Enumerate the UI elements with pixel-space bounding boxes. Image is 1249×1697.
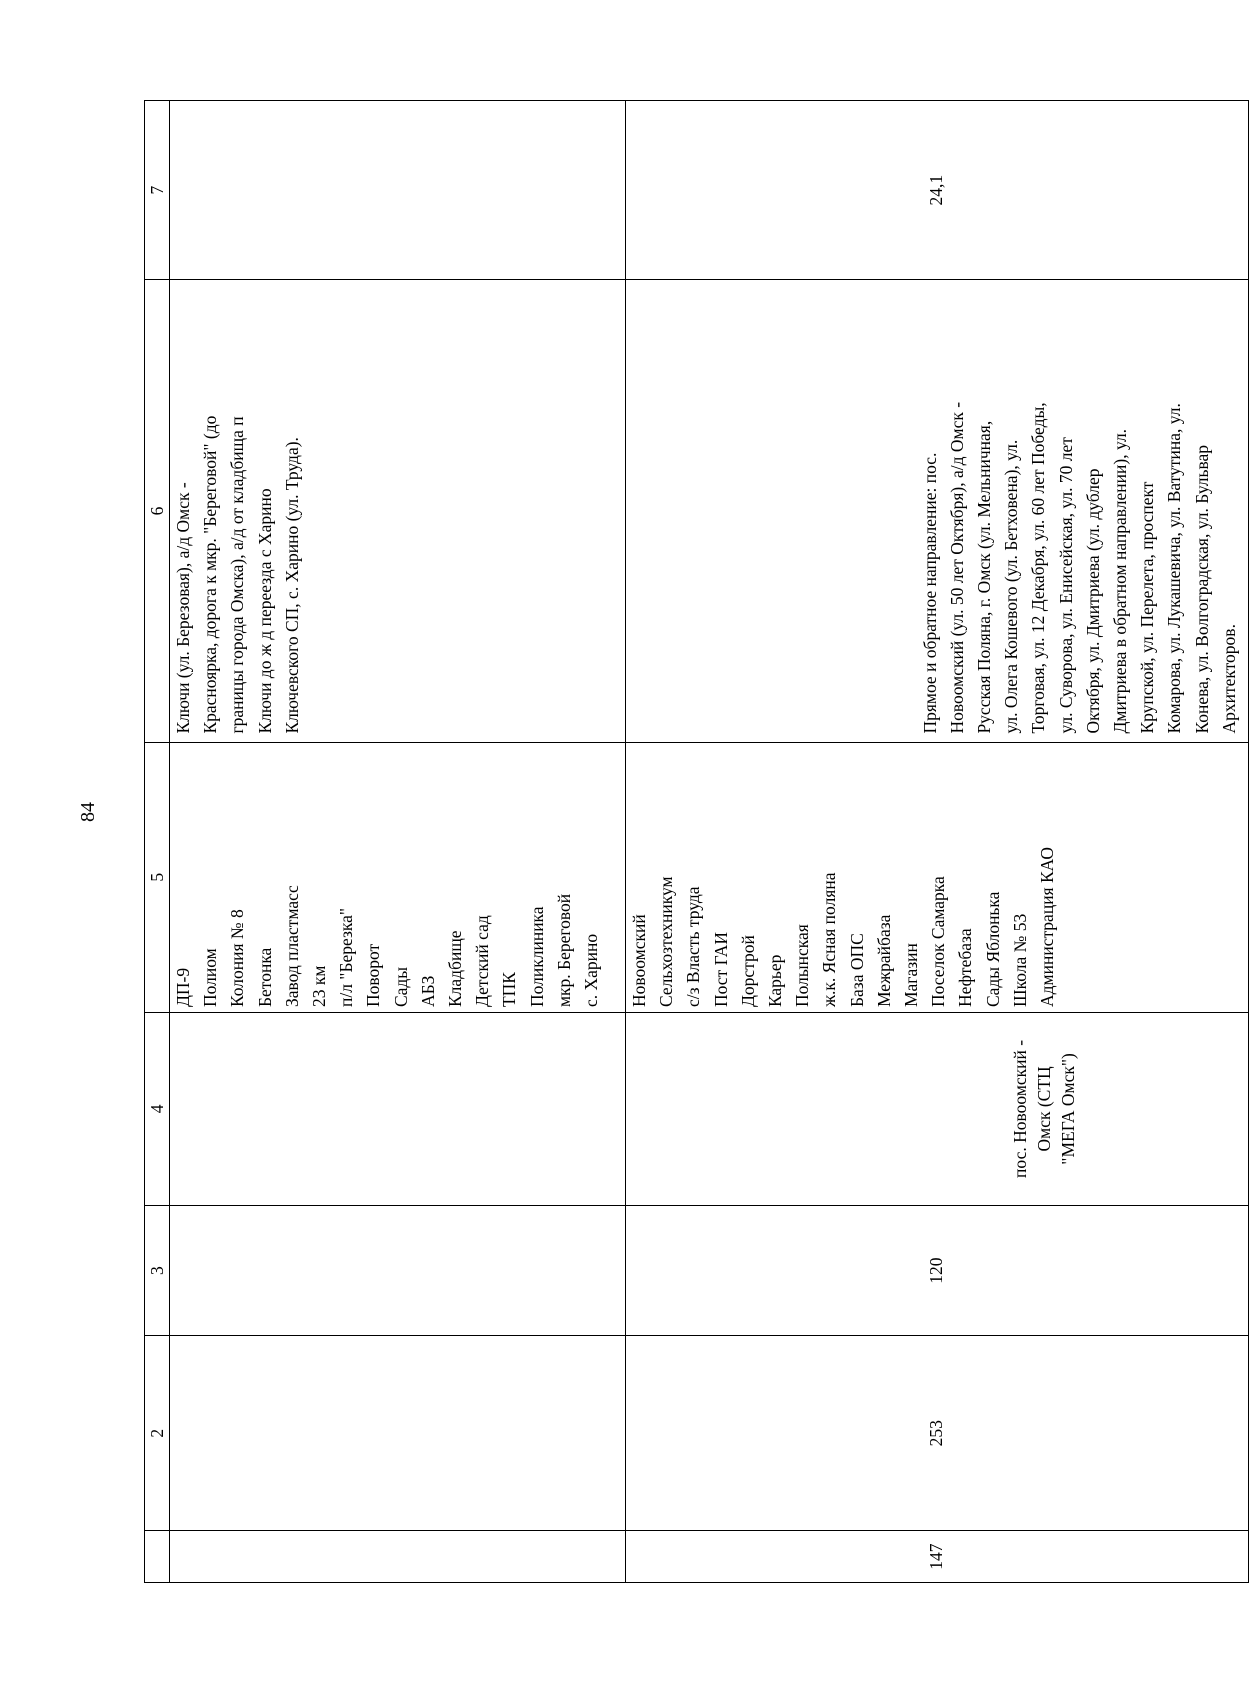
stop-name: ДП-9 — [173, 967, 193, 1008]
header-col-7: 7 — [145, 101, 170, 280]
route-line: ул. Суворова, ул. Енисейская, ул. 70 лет — [1055, 437, 1076, 734]
stop-name: АБЗ — [417, 975, 438, 1008]
terminal-line: "МЕГА Омск") — [1058, 1053, 1078, 1165]
route-line: Красноярка, дорога к мкр. "Береговой" (до — [200, 415, 221, 734]
stop-name: База ОПС — [846, 933, 867, 1008]
header-col-2: 2 — [145, 1336, 170, 1531]
stop-name: с/з Власть труда — [683, 886, 704, 1008]
route-line: границы города Омска), а/д от кладбища п — [227, 416, 248, 734]
terminal-line: Омск (СТЦ — [1034, 1066, 1054, 1152]
route-description-cell — [170, 280, 626, 742]
route-line: Крупской, ул. Перелета, проспект — [1137, 481, 1158, 734]
stop-name: Поворот — [363, 943, 384, 1008]
rotated-table-container — [144, 100, 1239, 1583]
stop-name: Поселок Самарка — [928, 876, 949, 1008]
stop-name: ТПК — [499, 972, 520, 1008]
stop-name: Магазин — [901, 943, 922, 1008]
stop-name: Сады Яблонька — [982, 891, 1003, 1008]
stop-name: Дорстрой — [737, 935, 758, 1008]
header-col-1 — [145, 1531, 170, 1583]
stop-name: Администрация КАО — [1037, 846, 1058, 1008]
distance-cell: 253 — [626, 1336, 1249, 1531]
count-cell: 120 — [626, 1205, 1249, 1336]
table-row — [170, 101, 626, 1583]
route-line: Комарова, ул. Лукашевича, ул. Ватутина, ул. — [1164, 403, 1185, 734]
terminal-cell — [170, 1013, 626, 1206]
length-cell: 24,1 — [626, 101, 1249, 280]
route-line: Торговая, ул. 12 Декабря, ул. 60 лет Победы, — [1028, 402, 1049, 734]
stop-name: мкр. Береговой — [553, 893, 574, 1008]
route-description-cell — [626, 280, 1249, 742]
stop-name: с. Харино — [581, 933, 602, 1008]
terminal-line: пос. Новоомский - — [1010, 1039, 1030, 1178]
stop-name: Полиом — [200, 948, 221, 1008]
table-header-row — [145, 101, 170, 1583]
stop-name: Сельхозтехникум — [656, 876, 677, 1008]
route-line: Русская Поляна, г. Омск (ул. Мельничная, — [973, 420, 994, 734]
route-line: Ключи до ж д переезда с Харино — [254, 488, 275, 734]
route-line: Октября, ул. Дмитриева (ул. дублер — [1082, 468, 1103, 734]
route-line: Архитекторов. — [1218, 624, 1239, 734]
distance-cell — [170, 1336, 626, 1531]
route-line: ул. Олега Кошевого (ул. Бетховена), ул. — [1001, 439, 1022, 734]
stop-name: Межрайбаза — [873, 914, 894, 1008]
route-number-cell — [170, 1531, 626, 1583]
stop-name: Поликлиника — [526, 906, 547, 1008]
stops-cell — [626, 742, 1249, 1012]
stop-name: Полынская — [792, 924, 813, 1008]
stop-name: Сады — [390, 966, 411, 1008]
route-line: Дмитриева в обратном направлении), ул. — [1109, 428, 1130, 734]
count-cell — [170, 1205, 626, 1336]
table-row — [626, 101, 1249, 1583]
route-line: Новоомский (ул. 50 лет Октября), а/д Омск - — [946, 401, 967, 734]
stop-name: Нефтебаза — [955, 928, 976, 1008]
stop-name: Карьер — [765, 954, 786, 1008]
stop-name: п/л "Березка" — [336, 907, 357, 1008]
length-cell — [170, 101, 626, 280]
route-line: Прямое и обратное направление: пос. — [919, 452, 940, 734]
route-line: Ключи (ул. Березовая), а/д Омск - — [173, 482, 193, 734]
route-number-cell: 147 — [626, 1531, 1249, 1583]
routes-table — [144, 100, 1249, 1583]
stop-name: Завод пластмасс — [281, 885, 302, 1008]
stops-cell — [170, 742, 626, 1012]
header-col-5: 5 — [145, 742, 170, 1012]
stop-name: Кладбище — [445, 930, 466, 1008]
stop-name: Бетонка — [254, 947, 275, 1008]
header-col-3: 3 — [145, 1205, 170, 1336]
terminal-cell — [626, 1013, 1249, 1206]
route-line: Ключевского СП, с. Харино (ул. Труда). — [281, 437, 302, 734]
stop-name: Новоомский — [629, 914, 649, 1008]
stop-name: 23 км — [309, 965, 330, 1008]
header-col-6: 6 — [145, 280, 170, 742]
page-number: 84 — [77, 802, 99, 822]
stop-name: ж.к. Ясная поляна — [819, 872, 840, 1008]
stop-name: Детский сад — [472, 915, 493, 1008]
route-line: Конева, ул. Волгоградская, ул. Бульвар — [1191, 444, 1212, 734]
stop-name: Пост ГАИ — [710, 931, 731, 1008]
stop-name: Школа № 53 — [1009, 913, 1030, 1008]
header-col-4: 4 — [145, 1013, 170, 1206]
stop-name: Колония № 8 — [227, 909, 248, 1008]
